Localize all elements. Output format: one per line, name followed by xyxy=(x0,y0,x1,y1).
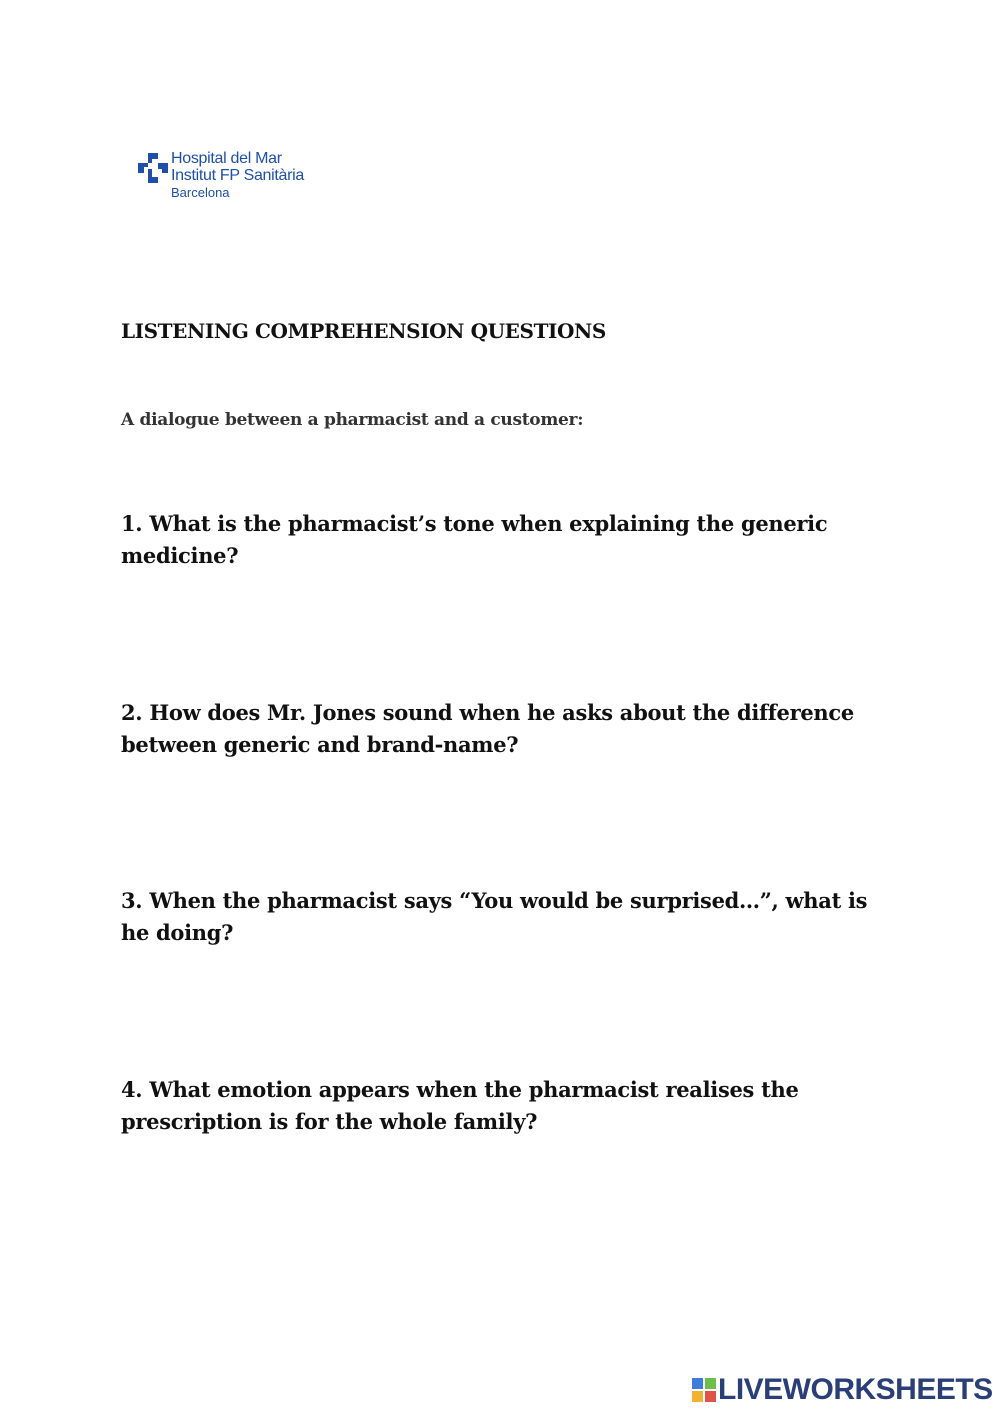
liveworksheets-badge-icon xyxy=(692,1378,716,1402)
hospital-cross-icon xyxy=(138,153,168,183)
question-1: 1. What is the pharmacist’s tone when explaining the generic medicine? xyxy=(121,511,828,568)
logo-line-city: Barcelona xyxy=(171,185,230,200)
logo-line-institut: Institut FP Sanitària xyxy=(171,167,305,184)
badge-square-1 xyxy=(692,1378,703,1389)
badge-square-2 xyxy=(705,1378,716,1389)
liveworksheets-wordmark: LIVEWORKSHEETS xyxy=(718,1373,993,1406)
badge-square-4 xyxy=(705,1391,716,1402)
logo-line-hospital: Hospital del Mar xyxy=(171,150,282,167)
page-subtitle: A dialogue between a pharmacist and a customer: xyxy=(121,410,584,430)
liveworksheets-footer xyxy=(692,1375,992,1405)
question-2: 2. How does Mr. Jones sound when he asks about the difference between generic and brand-name? xyxy=(121,700,854,757)
question-3: 3. When the pharmacist says “You would be surprised…”, what is he doing? xyxy=(121,888,868,945)
hospital-logo xyxy=(138,150,348,202)
question-4: 4. What emotion appears when the pharmacist realises the prescription is for the whole family? xyxy=(121,1077,799,1134)
badge-square-3 xyxy=(692,1391,703,1402)
page-title: LISTENING COMPREHENSION QUESTIONS xyxy=(121,319,606,343)
